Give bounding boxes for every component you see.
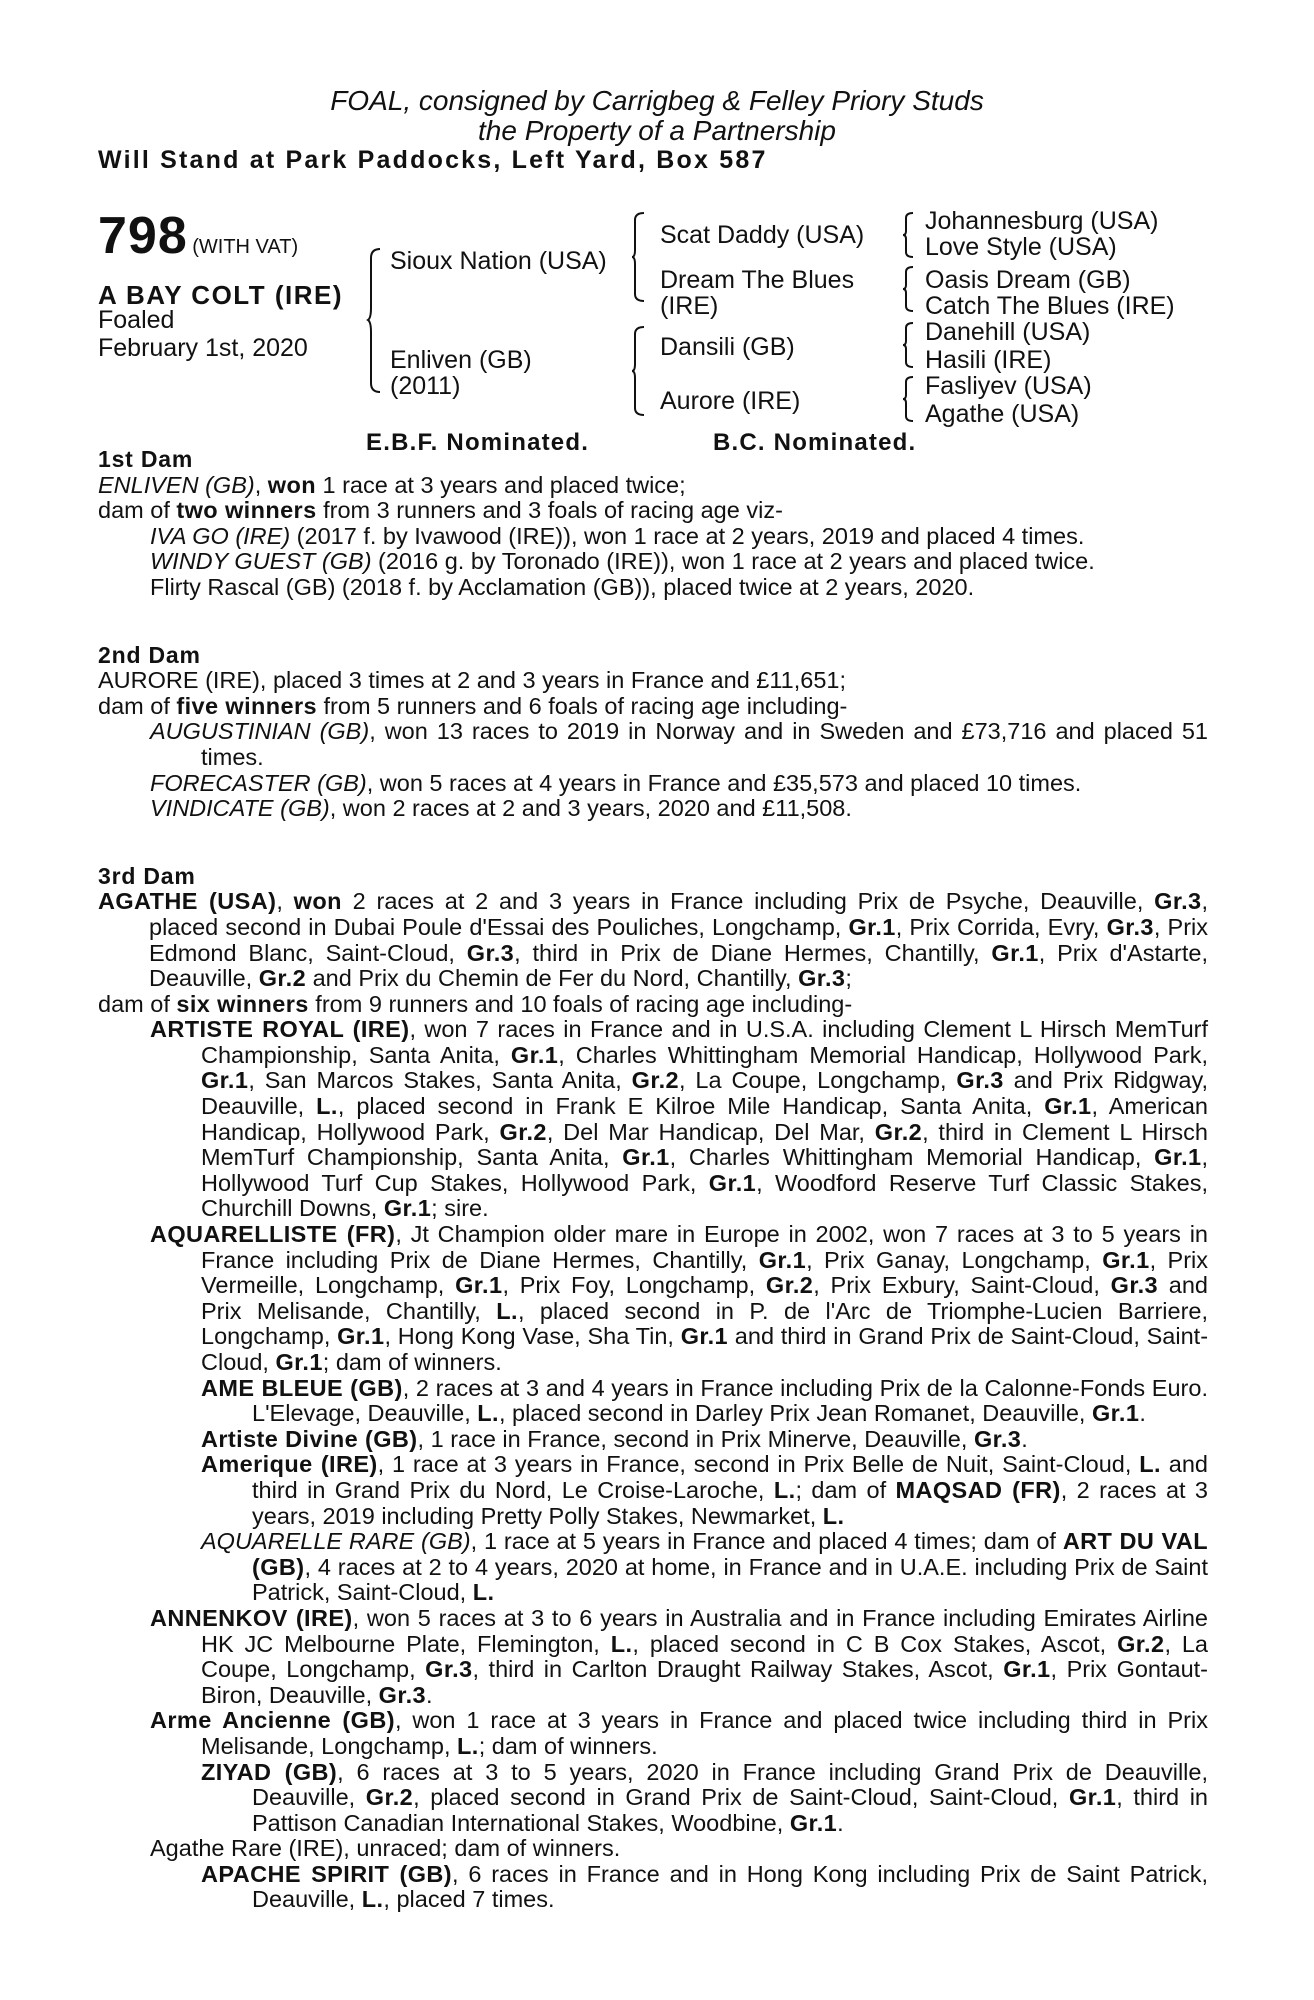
pedigree-bracket-main [368, 248, 382, 393]
second-dam-produce: dam of five winners from 5 runners and 6 foals of racing age including- [98, 692, 848, 719]
first-dam-produce: dam of two winners from 3 runners and 3 foals of racing age viz- [98, 497, 783, 524]
pedigree-bracket-dam [632, 326, 646, 416]
gg-sire-3: Danehill (USA) [925, 318, 1091, 346]
first-dam-summary: ENLIVEN (GB), won 1 race at 3 years and placed twice; [98, 471, 686, 498]
pedigree-bracket-ds [903, 322, 915, 368]
third-dam-heading: 3rd Dam [98, 862, 196, 889]
pedigree-bracket-ss [903, 212, 915, 258]
sire-name: Sioux Nation (USA) [390, 247, 607, 275]
dam-year: (2011) [390, 372, 461, 400]
list-item: Artiste Divine (GB), 1 race in France, second in Prix Minerve, Deauville, Gr.3. [201, 1425, 1028, 1452]
third-dam-summary: AGATHE (USA), won 2 races at 2 and 3 years in France including Prix de Psyche, Deauville, Gr.3, placed second in Dubai Poule d'Essai des Pouliches, Longchamp, Gr.1, Prix Corrida, Evry, Gr.3, Prix Edmond Blanc, Saint-Cloud, Gr.3, third in Prix de Diane Hermes, Chantilly, Gr.1, Prix d'Astarte, Deauville, Gr.2 and Prix du Chemin de Fer du Nord, Chantilly, Gr.3; [98, 888, 1209, 992]
dam-sire-name: Dansili (GB) [660, 333, 795, 361]
sire-dam-country: (IRE) [660, 292, 719, 320]
second-dam-summary: AURORE (IRE), placed 3 times at 2 and 3 years in France and £11,651; [98, 667, 847, 694]
consignor-line: FOAL, consigned by Carrigbeg & Felley Priory Studs [330, 85, 984, 116]
gg-sire-1: Johannesburg (USA) [925, 207, 1159, 235]
sire-sire-name: Scat Daddy (USA) [660, 221, 865, 249]
bc-nominated: B.C. Nominated. [713, 429, 917, 456]
list-item: APACHE SPIRIT (GB), 6 races in France and in Hong Kong including Prix de Saint Patrick, Deauville, L., placed 7 times. [201, 1860, 1208, 1913]
gg-dam-1: Love Style (USA) [925, 233, 1117, 261]
pedigree-bracket-sd [903, 266, 915, 312]
list-item: AQUARELLE RARE (GB), 1 race at 5 years in France and placed 4 times; dam of ART DU VAL (GB), 4 races at 2 to 4 years, 2020 at home, in France and in U.A.E. including Prix de Saint Patrick, Saint-Cloud, L. [201, 1528, 1208, 1606]
list-item: WINDY GUEST (GB) (2016 g. by Toronado (IRE)), won 1 race at 2 years and placed twice. [150, 548, 1095, 575]
list-item: AME BLEUE (GB), 2 races at 3 and 4 years in France including Prix de la Calonne-Fonds Euro. L'Elevage, Deauville, L., placed second in Darley Prix Jean Romanet, Deauville, Gr.1. [201, 1374, 1208, 1427]
dam-dam-name: Aurore (IRE) [660, 387, 801, 415]
gg-dam-2: Catch The Blues (IRE) [925, 292, 1175, 320]
gg-sire-4: Fasliyev (USA) [925, 372, 1092, 400]
lot-number: 798 [98, 207, 188, 265]
stand-location: Will Stand at Park Paddocks, Left Yard, Box 587 [98, 146, 768, 174]
list-item: Arme Ancienne (GB), won 1 race at 3 years in France and placed twice including third in Prix Melisande, Longchamp, L.; dam of winners. [150, 1707, 1208, 1759]
sire-dam-name: Dream The Blues [660, 266, 855, 294]
property-line: the Property of a Partnership [478, 115, 836, 146]
first-dam-name: ENLIVEN (GB) [98, 471, 255, 498]
list-item: ANNENKOV (IRE), won 5 races at 3 to 6 years in Australia and in France including Emirates Airline HK JC Melbourne Plate, Flemington, L., placed second in C B Cox Stakes, Ascot, Gr.2, La Coupe, Longchamp, Gr.3, third in Carlton Draught Railway Stakes, Ascot, Gr.1, Prix Gontaut-Biron, Deauville, Gr.3. [150, 1604, 1209, 1708]
list-item: Flirty Rascal (GB) (2018 f. by Acclamation (GB)), placed twice at 2 years, 2020. [150, 573, 975, 600]
list-item: ARTISTE ROYAL (IRE), won 7 races in France and in U.S.A. including Clement L Hirsch MemTurf Championship, Santa Anita, Gr.1, Charles Whittingham Memorial Handicap, Hollywood Park, Gr.1, San Marcos Stakes, Santa Anita, Gr.2, La Coupe, Longchamp, Gr.3 and Prix Ridgway, Deauville, L., placed second in Frank E Kilroe Mile Handicap, Santa Anita, Gr.1, American Handicap, Hollywood Park, Gr.2, Del Mar Handicap, Del Mar, Gr.2, third in Clement L Hirsch MemTurf Championship, Santa Anita, Gr.1, Charles Whittingham Memorial Handicap, Gr.1, Hollywood Turf Cup Stakes, Hollywood Park, Gr.1, Woodford Reserve Turf Classic Stakes, Churchill Downs, Gr.1; sire. [150, 1016, 1208, 1222]
dam-name: Enliven (GB) [390, 346, 532, 374]
list-item: FORECASTER (GB), won 5 races at 4 years in France and £35,573 and placed 10 times. [150, 769, 1082, 796]
list-item: VINDICATE (GB), won 2 races at 2 and 3 years, 2020 and £11,508. [150, 795, 852, 822]
lot-number-row [98, 206, 298, 266]
gg-sire-2: Oasis Dream (GB) [925, 266, 1131, 294]
pedigree-bracket-dd [903, 376, 915, 422]
ebf-nominated: E.B.F. Nominated. [366, 429, 590, 456]
pedigree-bracket-sire [632, 212, 646, 302]
list-item: AQUARELLISTE (FR), Jt Champion older mare in Europe in 2002, won 7 races at 3 to 5 years in France including Prix de Diane Hermes, Chantilly, Gr.1, Prix Ganay, Longchamp, Gr.1, Prix Vermeille, Longchamp, Gr.1, Prix Foy, Longchamp, Gr.2, Prix Exbury, Saint-Cloud, Gr.3 and Prix Melisande, Chantilly, L., placed second in P. de l'Arc de Triomphe-Lucien Barriere, Longchamp, Gr.1, Hong Kong Vase, Sha Tin, Gr.1 and third in Grand Prix de Saint-Cloud, Saint-Cloud, Gr.1; dam of winners. [150, 1221, 1209, 1375]
gg-dam-3: Hasili (IRE) [925, 346, 1052, 374]
foaled-label: Foaled [98, 306, 175, 334]
gg-dam-4: Agathe (USA) [925, 400, 1080, 428]
list-item: Agathe Rare (IRE), unraced; dam of winners. [150, 1835, 621, 1862]
list-item: IVA GO (IRE) (2017 f. by Ivawood (IRE)), won 1 race at 2 years, 2019 and placed 4 times. [150, 522, 1085, 549]
third-dam-name: AGATHE (USA) [98, 888, 277, 915]
list-item: AUGUSTINIAN (GB), won 13 races to 2019 in Norway and in Sweden and £73,716 and placed 51 times. [150, 718, 1209, 770]
first-dam-heading: 1st Dam [98, 446, 194, 472]
foaled-date: February 1st, 2020 [98, 334, 308, 362]
vat-note: (WITH VAT) [192, 236, 299, 258]
list-item: ZIYAD (GB), 6 races at 3 to 5 years, 2020 in France including Grand Prix de Deauville, Deauville, Gr.2, placed second in Grand Prix de Saint-Cloud, Saint-Cloud, Gr.1, third in Pattison Canadian International Stakes, Woodbine, Gr.1. [201, 1758, 1208, 1836]
list-item: Amerique (IRE), 1 race at 3 years in France, second in Prix Belle de Nuit, Saint-Cloud, L. and third in Grand Prix du Nord, Le Croise-Laroche, L.; dam of MAQSAD (FR), 2 races at 3 years, 2019 including Pretty Polly Stakes, Newmarket, L. [201, 1451, 1208, 1529]
second-dam-heading: 2nd Dam [98, 641, 201, 668]
lot-title: A BAY COLT (IRE) [98, 280, 344, 310]
pedigree-notes [98, 447, 1208, 1913]
third-dam-produce: dam of six winners from 9 runners and 10 foals of racing age including- [98, 990, 853, 1017]
